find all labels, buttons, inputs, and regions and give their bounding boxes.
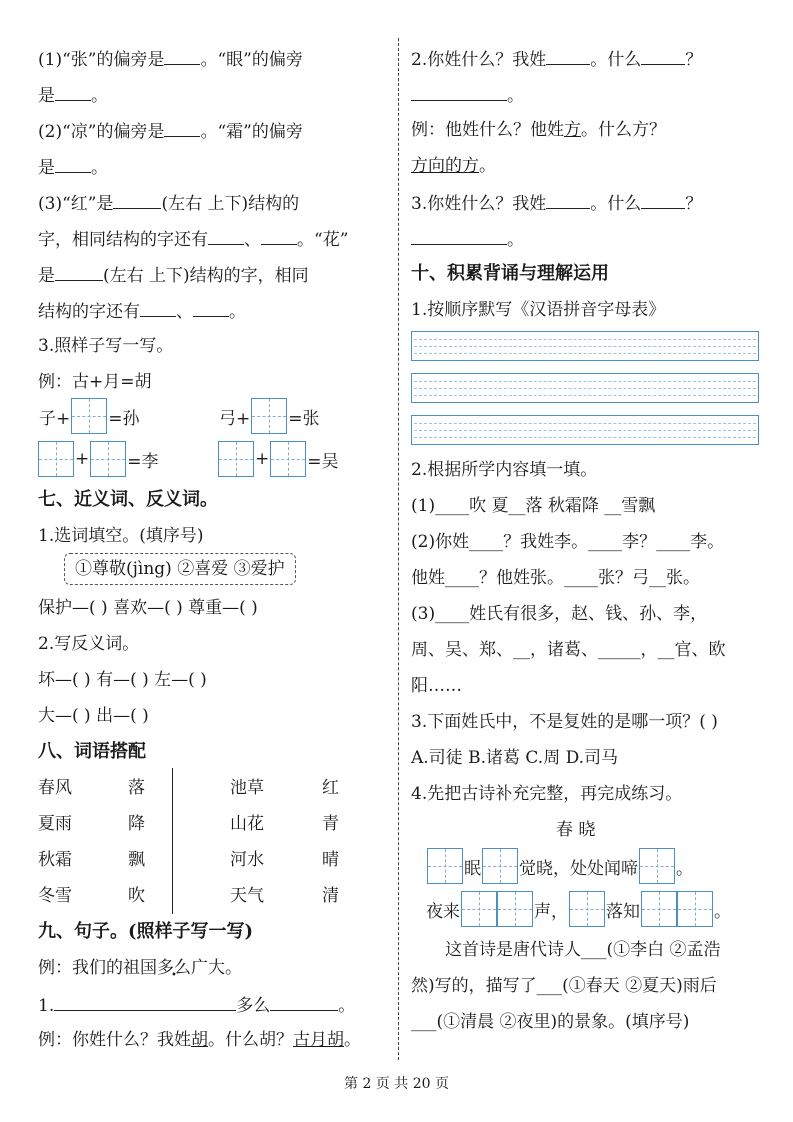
q3-line1: (3)“红”是 (左右 上下)结构的 [38, 190, 299, 216]
q3-line1: 3.你姓什么？我姓 。什么 ？ [411, 190, 702, 216]
match-word[interactable]: 青 [322, 814, 339, 834]
q1-line1: (1)“张”的偏旁是 。“眼”的偏旁 [38, 46, 303, 72]
answer-blank[interactable] [208, 226, 244, 245]
sec10-q3-options: A.司徒 B.诸葛 C.周 D.司马 [411, 748, 619, 768]
writing-cell[interactable] [251, 398, 287, 434]
answer-blank[interactable] [193, 298, 229, 317]
poem-q-line2: 然)写的，描写了___(①春天 ②夏天)雨后 [411, 976, 717, 996]
sec10-q2-5: 周、吴、郑、__，诸葛、_____，__官、欧 [411, 640, 726, 660]
sec7-q2: 2.写反义词。 [38, 634, 140, 654]
writing-cell[interactable] [90, 441, 126, 477]
poem-q-line1: 这首诗是唐代诗人___(①李白 ②孟浩 [445, 940, 721, 960]
answer-blank[interactable] [54, 992, 236, 1011]
q1-line2: 是 。 [38, 82, 108, 108]
writing-cell[interactable] [71, 398, 107, 434]
match-word[interactable]: 冬雪 [38, 886, 72, 906]
pinyin-writing-box[interactable] [411, 331, 759, 361]
sec7-q2-line2: 大—( ) 出—( ) [38, 706, 149, 726]
sec9-example2: 例：你姓什么？我姓胡。什么胡？古月胡。 [38, 1030, 361, 1050]
sec10-q2-3: 他姓____？他姓张。____张？弓__张。 [411, 568, 700, 588]
match-word[interactable]: 落 [128, 778, 145, 798]
sec10-q2-6: 阳…… [411, 676, 462, 696]
poem-line1: 眠 觉晓，处处闻啼 。 [427, 848, 694, 884]
match-word[interactable]: 夏雨 [38, 814, 72, 834]
writing-cell[interactable] [641, 891, 677, 927]
section8-title: 八、词语搭配 [38, 741, 146, 762]
match-word[interactable]: 春风 [38, 778, 72, 798]
answer-blank[interactable] [113, 190, 161, 209]
example-answer: 方向的方。 [411, 156, 496, 176]
writing-cell[interactable] [461, 891, 497, 927]
s3-row2-left: + =李 [38, 441, 160, 477]
q3-line3: 是 (左右 上下)结构的字，相同 [38, 262, 309, 288]
s3-title: 3.照样子写一写。 [38, 336, 174, 356]
match-word[interactable]: 吹 [128, 886, 145, 906]
poem-line2: 夜来 声， 落知 。 [425, 891, 732, 927]
section9-title: 九、句子。(照样子写一写) [38, 921, 254, 942]
answer-blank[interactable] [546, 46, 590, 65]
writing-cell[interactable] [497, 891, 533, 927]
column-divider [398, 38, 399, 1060]
match-word[interactable]: 飘 [128, 850, 145, 870]
answer-blank[interactable] [164, 46, 200, 65]
s3-row1-left: 子+ =孙 [38, 398, 141, 434]
page-footer: 第 2 页 共 20 页 [344, 1076, 449, 1092]
sec7-q1-line: 保护—( ) 喜欢—( ) 尊重—( ) [38, 598, 258, 618]
match-word[interactable]: 秋霜 [38, 850, 72, 870]
writing-cell[interactable] [569, 891, 605, 927]
writing-cell[interactable] [427, 848, 463, 884]
q2-line1: (2)“凉”的偏旁是 。“霜”的偏旁 [38, 118, 303, 144]
sec9-q1: 1. 多么 。 [38, 992, 355, 1018]
answer-blank[interactable] [261, 226, 297, 245]
sec10-q1: 1.按顺序默写《汉语拼音字母表》 [411, 300, 666, 320]
writing-cell[interactable] [677, 891, 713, 927]
q2-line2: 。 [411, 82, 524, 108]
sec10-q2: 2.根据所学内容填一填。 [411, 460, 598, 480]
answer-blank[interactable] [270, 992, 338, 1011]
answer-blank[interactable] [55, 82, 91, 101]
match-word[interactable]: 降 [128, 814, 145, 834]
poem-q-line3: ___(①清晨 ②夜里)的景象。(填序号) [411, 1012, 690, 1032]
section7-title: 七、近义词、反义词。 [38, 489, 218, 510]
match-word[interactable]: 红 [322, 778, 339, 798]
s3-row1-right: 弓+ =张 [218, 398, 321, 434]
section10-title: 十、积累背诵与理解运用 [411, 263, 609, 284]
sec9-example: 例：我们的祖国多么广大。 [38, 958, 242, 978]
answer-blank[interactable] [546, 190, 590, 209]
poem-title: 春 晓 [556, 820, 596, 840]
sec10-q2-1: (1)____吹 夏__落 秋霜降 __雪飘 [411, 496, 656, 516]
answer-blank[interactable] [164, 118, 200, 137]
match-word[interactable]: 清 [322, 886, 339, 906]
match-word[interactable]: 山花 [230, 814, 264, 834]
answer-blank[interactable] [140, 298, 176, 317]
writing-cell[interactable] [639, 848, 675, 884]
word-options-box: ①尊敬(jìng) ②喜爱 ③爱护 [64, 553, 296, 585]
answer-blank[interactable] [641, 190, 685, 209]
q3-line2: 。 [411, 226, 524, 252]
match-word[interactable]: 天气 [230, 886, 264, 906]
sec10-q4: 4.先把古诗补充完整，再完成练习。 [411, 784, 683, 804]
sec7-q2-line1: 坏—( ) 有—( ) 左—( ) [38, 670, 207, 690]
q3-line2: 字，相同结构的字还有 、 。“花” [38, 226, 348, 252]
q3-line4: 结构的字还有 、 。 [38, 298, 246, 324]
answer-blank[interactable] [411, 226, 507, 245]
sec10-q3: 3.下面姓氏中，不是复姓的是哪一项？( ) [411, 712, 718, 732]
answer-blank[interactable] [411, 82, 507, 101]
pinyin-writing-box[interactable] [411, 373, 759, 403]
example-line: 例：他姓什么？他姓方。什么方？ [411, 120, 666, 140]
sec7-q1: 1.选词填空。(填序号) [38, 526, 204, 546]
writing-cell[interactable] [270, 441, 306, 477]
pinyin-writing-box[interactable] [411, 415, 759, 445]
match-word[interactable]: 晴 [322, 850, 339, 870]
matching-divider [172, 768, 173, 914]
sec10-q2-2: (2)你姓____？我姓李。____李？____李。 [411, 532, 725, 552]
s3-example: 例：古+月=胡 [38, 372, 152, 392]
writing-cell[interactable] [218, 441, 254, 477]
writing-cell[interactable] [38, 441, 74, 477]
writing-cell[interactable] [482, 848, 518, 884]
answer-blank[interactable] [55, 262, 103, 281]
q2-line1: 2.你姓什么？我姓 。什么 ？ [411, 46, 702, 72]
s3-row2-right: + =吴 [218, 441, 340, 477]
q2-line2: 是 。 [38, 154, 108, 180]
sec10-q2-4: (3)____姓氏有很多，赵、钱、孙、李， [411, 604, 708, 624]
match-word[interactable]: 池草 [230, 778, 264, 798]
answer-blank[interactable] [641, 46, 685, 65]
match-word[interactable]: 河水 [230, 850, 264, 870]
answer-blank[interactable] [55, 154, 91, 173]
